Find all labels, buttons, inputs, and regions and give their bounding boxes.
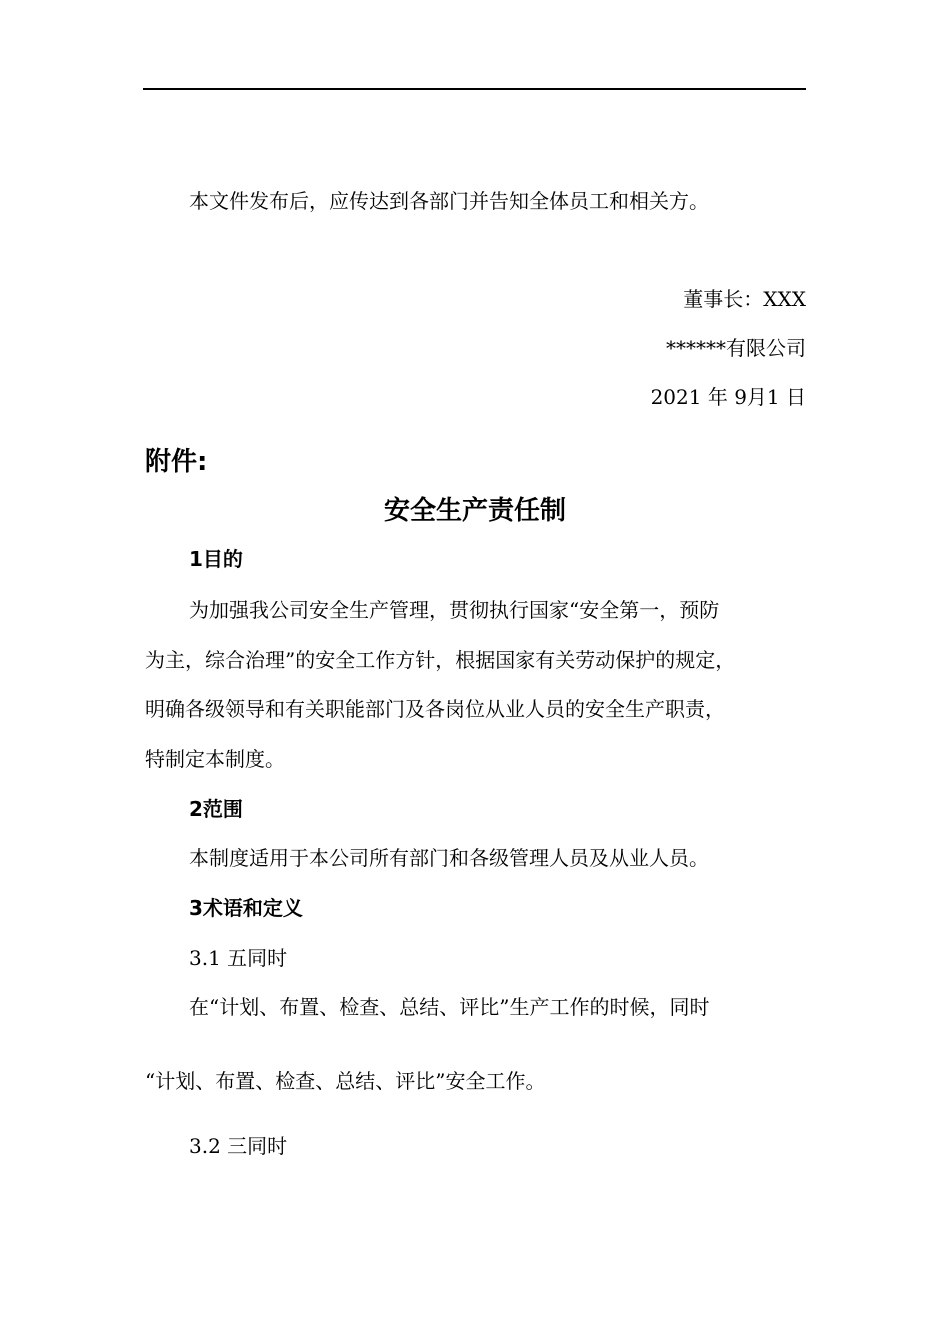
- section-3-1-heading: 3.1 五同时: [189, 946, 288, 970]
- section-2-text: 本制度适用于本公司所有部门和各级管理人员及从业人员。: [189, 846, 709, 870]
- section-1-line: 特制定本制度。: [145, 747, 285, 771]
- section-3-1-line: “计划、布置、检查、总结、评比”安全工作。: [145, 1069, 546, 1093]
- section-1-line: 为加强我公司安全生产管理，贯彻执行国家“安全第一，预防: [189, 598, 720, 622]
- section-3-heading: 3术语和定义: [189, 896, 303, 920]
- attachment-label: 附件:: [145, 447, 208, 477]
- section-1-heading: 1目的: [189, 547, 243, 571]
- section-2-heading: 2范围: [189, 797, 243, 821]
- document-title: 安全生产责任制: [383, 496, 566, 526]
- header-rule: [143, 88, 806, 90]
- section-1-line: 为主，综合治理”的安全工作方针，根据国家有关劳动保护的规定，: [145, 648, 736, 672]
- section-1-line: 明确各级领导和有关职能部门及各岗位从业人员的安全生产职责，: [145, 697, 725, 721]
- chairman-signature: 董事长：XXX: [683, 287, 806, 311]
- notice-paragraph: 本文件发布后，应传达到各部门并告知全体员工和相关方。: [189, 189, 709, 213]
- section-3-2-heading: 3.2 三同时: [189, 1134, 288, 1158]
- company-name: ******有限公司: [666, 336, 806, 360]
- section-3-1-line: 在“计划、布置、检查、总结、评比”生产工作的时候，同时: [189, 995, 710, 1019]
- issue-date: 2021 年 9月1 日: [650, 385, 806, 409]
